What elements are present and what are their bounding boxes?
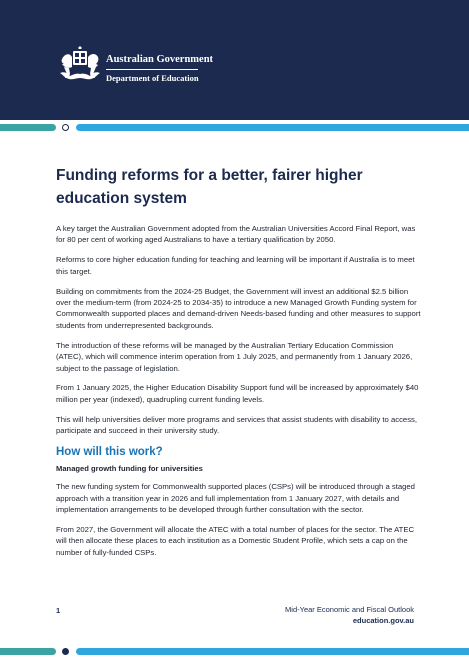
stripe-dot: [62, 124, 69, 131]
bottom-decorative-stripe: [0, 648, 469, 655]
stripe-dot: [62, 648, 69, 655]
intro-paragraph-2: Reforms to core higher education funding for teaching and learning will be important if Australia is to meet this target.: [56, 255, 415, 276]
section-subheading: Managed growth funding for universities: [56, 464, 203, 474]
government-name: Australian Government: [106, 54, 214, 65]
intro-paragraph-3: Building on commitments from the 2024-25 Budget, the Government will invest an additional $2.5 billion over the medium-term (from 2024-25 to 2034-35) to introduce a new Managed Growth Funding system for Commonwealth supported places and demand-driven Needs-based funding and other measures to support students from underrepresented backgrounds.: [56, 286, 421, 330]
stripe-blue-segment: [76, 124, 469, 131]
page-header-banner: [0, 0, 469, 120]
section-paragraph-2: From 2027, the Government will allocate the ATEC with a total number of places for the sector. The ATEC will then allocate these places to each institution as a Domestic Student Profile, which sets a cap on the number of fully-funded CSPs.: [56, 524, 415, 557]
footer-info: [285, 605, 414, 626]
publication-name: Mid-Year Economic and Fiscal Outlook: [285, 605, 414, 614]
header-divider: [106, 69, 198, 70]
stripe-teal-segment: [0, 124, 56, 131]
intro-paragraph-1: A key target the Australian Government adopted from the Australian Universities Accord Final Report, was for 80 per cent of working aged Australians to have a tertiary qualification by 2050.: [56, 224, 416, 245]
intro-paragraph-4: The introduction of these reforms will be managed by the Australian Tertiary Education Commission (ATEC), which will commence interim operation from 1 July 2025, and permanently from 1 January 2026, subject to the passage of legislation.: [56, 340, 413, 373]
stripe-teal-segment: [0, 648, 56, 655]
website-link[interactable]: education.gov.au: [352, 615, 414, 625]
stripe-blue-segment: [76, 648, 469, 655]
department-name: Department of Education: [106, 73, 199, 83]
coat-of-arms-icon: [56, 45, 104, 83]
section-heading: How will this work?: [56, 446, 163, 459]
page-number: 1: [56, 606, 61, 615]
top-decorative-stripe: [0, 124, 469, 131]
document-title: Funding reforms for a better, fairer higher education system: [56, 167, 363, 207]
intro-paragraph-5: From 1 January 2025, the Higher Education Disability Support fund will be increased by approximately $40 million per year (indexed), quadrupling current funding levels.: [56, 383, 419, 404]
section-paragraph-1: The new funding system for Commonwealth supported places (CSPs) will be introduced through a staged approach with a transition year in 2026 and full implementation from 1 January 2027, with details and implementation arrangements to be developed through further consultation with the sector.: [56, 482, 415, 514]
document-body: [56, 223, 422, 567]
intro-paragraph-6: This will help universities deliver more programs and services that assist students with disability to access, participate and succeed in their university study.: [56, 414, 418, 436]
